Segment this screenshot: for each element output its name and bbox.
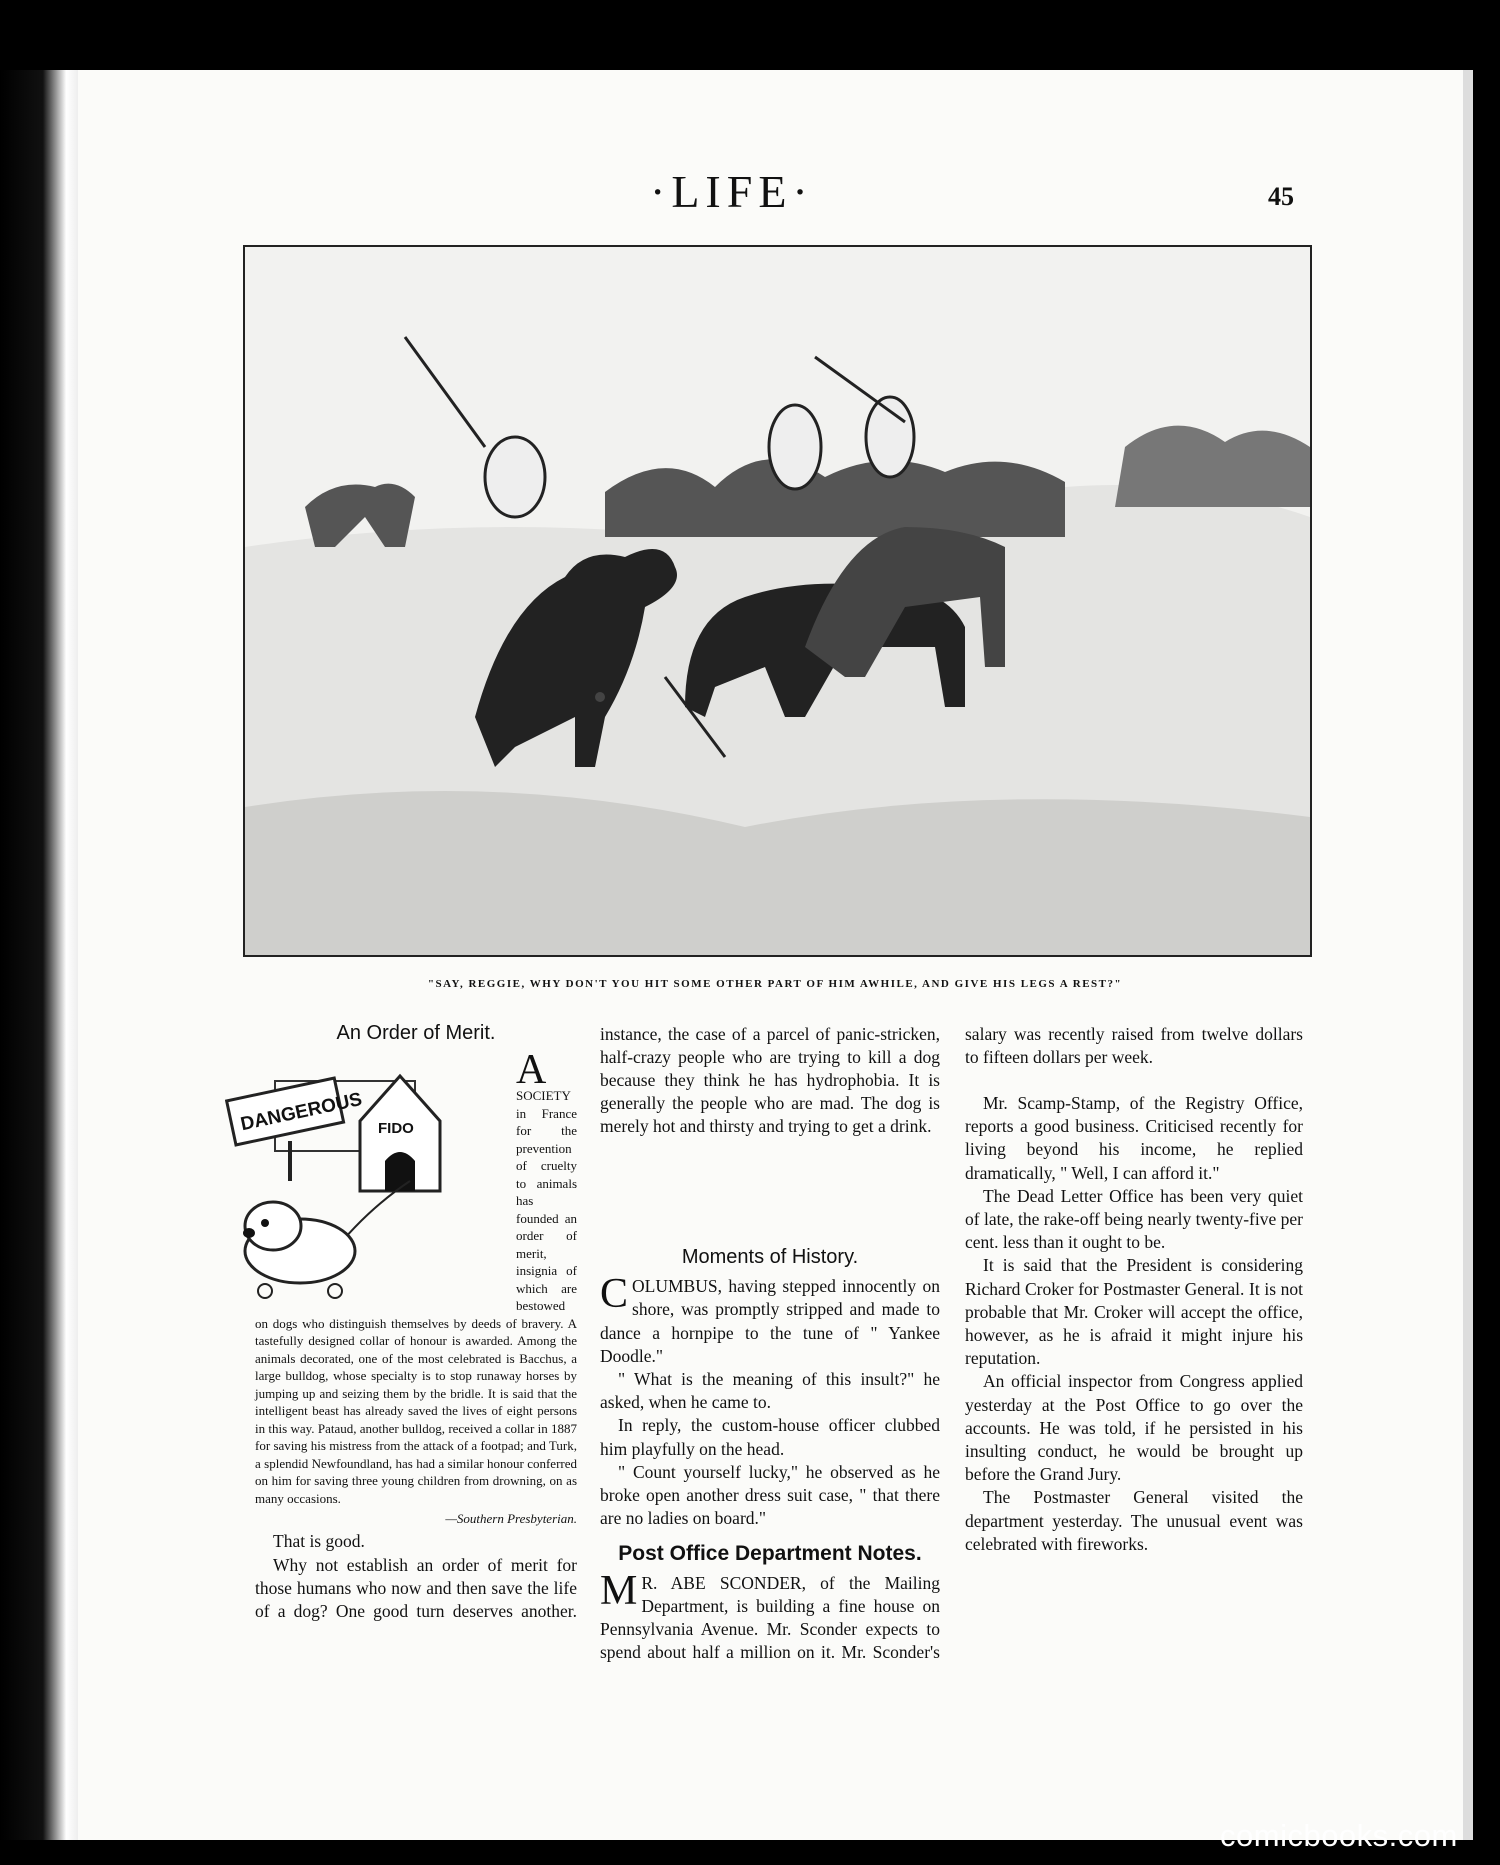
paragraph: The Postmaster General visited the department yesterday. The unusual event was celebrated with fireworks. — [965, 1487, 1303, 1554]
heading-moments-of-history: Moments of History. — [681, 1246, 859, 1268]
dog-drawing — [225, 1051, 510, 1301]
paragraph: " Count yourself lucky," he observed as he broke open another dress suit case, " that there are no ladies on board." — [600, 1461, 940, 1529]
column-1 — [238, 1022, 577, 1623]
polo-scene-image — [245, 247, 1310, 955]
book-spine-shadow — [0, 70, 78, 1840]
dog-kennel-illustration — [225, 1051, 510, 1301]
dropcap-m: M — [600, 1571, 638, 1614]
paragraph: " What is the meaning of this insult?" he asked, when he came to. — [600, 1369, 940, 1413]
column-2 — [600, 1022, 940, 1666]
post-office-continuation: salary was recently raised from twelve dollars to fifteen dollars per week. — [965, 1023, 1303, 1068]
attribution: —Southern Presbyterian. — [445, 1511, 577, 1527]
site-watermark: comicbooks.com — [1220, 1818, 1458, 1853]
heading-order-of-merit: An Order of Merit. — [336, 1022, 496, 1044]
page-number: 45 — [1268, 182, 1294, 211]
dangerous-sign-text: DANGEROUS — [238, 1089, 364, 1136]
paragraph-continued — [600, 1022, 940, 1232]
order-of-merit-quoted-text: SOCIETY in France for the prevention of cruelty to animals has founded an order of merit, insignia of which are bestowed on dogs who distinguish themselves by deeds of bravery. A tastefully designed collar of honour is awarded. Among the animals decorated, one of the most celebrated is Bacchus, a large bulldog, whose specialty is to stop runaway horses by jumping up and seizing them by the bridle. It is said that the intelligent beast has already saved the lives of eight persons in this way. Pataud, another bulldog, received a collar in 1887 for saving his mistress from the attack of a footpad; and Turk, a splendid Newfoundland, has had a similar honour conferred on him for saving three young children from drowning, on as many occasions. — [255, 1088, 577, 1506]
column-3 — [965, 1022, 1303, 1556]
paragraph: That is good. — [273, 1531, 365, 1552]
paragraph: OLUMBUS, having stepped innocently on shore, was promptly stripped and made to dance a hornpipe to the tune of " Yankee Doodle." — [600, 1276, 940, 1366]
page-edge — [1463, 70, 1473, 1840]
kennel-name-text: FIDO — [378, 1120, 414, 1138]
paragraph: An official inspector from Congress applied yesterday at the Post Office to go over the accounts. He was told, if he persisted in his insulting conduct, he would be brought up before the Grand Jury. — [965, 1371, 1303, 1485]
paragraph: Why not establish an order of merit for those humans who now and then save the life of a dog? One good turn deserves another. — [255, 1554, 577, 1622]
dropcap-c: C — [600, 1271, 629, 1318]
paragraph: It is said that the President is considering Richard Croker for Postmaster General. It is not probable that Mr. Croker will accept the office, however, as he is afraid it might injure his reputation. — [965, 1255, 1303, 1369]
paragraph: Mr. Scamp-Stamp, of the Registry Office, reports a good business. Criticised recently for living beyond his income, he replied dramatically, " Well, I can afford it." — [965, 1093, 1303, 1183]
dropcap-a: A — [516, 1047, 547, 1094]
paragraph: R. ABE SCONDER, of the Mailing Department, is building a fine house on Pennsylvania Avenue. Mr. Sconder expects to spend about half a million on it. Mr. Sconder's — [600, 1572, 940, 1663]
order-of-merit-continuation: instance, the case of a parcel of panic-stricken, half-crazy people who are trying to kill a dog because they think he has hydrophobia. It is generally the people who are mad. The dog is merely hot and thirsty and trying to get a drink. — [600, 1023, 940, 1137]
illustration-caption: "SAY, REGGIE, WHY DON'T YOU HIT SOME OTHER PART OF HIM AWHILE, AND GIVE HIS LEGS A REST?" — [427, 978, 1123, 990]
paragraph: The Dead Letter Office has been very quiet of late, the rake-off being nearly twenty-five per cent. less than it ought to be. — [965, 1185, 1303, 1253]
heading-post-office-notes: Post Office Department Notes. — [618, 1542, 922, 1566]
masthead-title: ·LIFE· — [650, 166, 814, 217]
polo-illustration — [243, 245, 1312, 957]
paragraph: In reply, the custom-house officer clubbed him playfully on the head. — [600, 1415, 940, 1459]
